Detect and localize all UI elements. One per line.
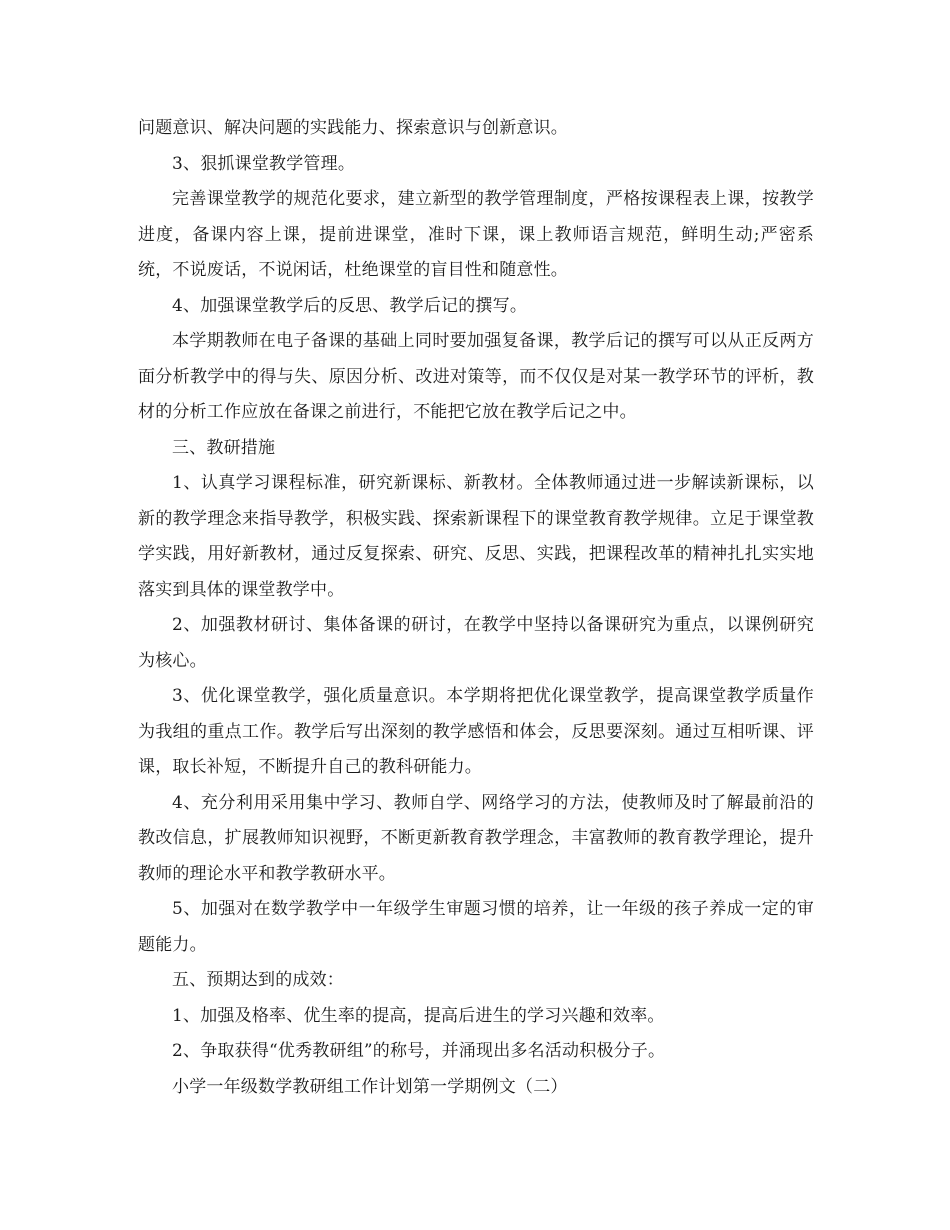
document-body <box>138 111 814 1105</box>
paragraph: 问题意识、解决问题的实践能力、探索意识与创新意识。 <box>138 118 568 138</box>
paragraph: 2、争取获得“优秀教研组”的称号，并涌现出多名活动积极分子。 <box>172 1041 666 1061</box>
paragraph: 1、加强及格率、优生率的提高，提高后进生的学习兴趣和效率。 <box>172 1005 665 1026</box>
section-heading: 3、狠抓课堂教学管理。 <box>172 153 356 174</box>
paragraph: 2、加强教材研讨、集体备课的研讨，在教学中坚持以备课研究为重点，以课例研究为核心。 <box>138 615 814 671</box>
paragraph: 4、充分利用采用集中学习、教师自学、网络学习的方法，使教师及时了解最前沿的教改信息，扩展教师知识视野，不断更新教育教学理念，丰富教师的教育教学理论，提升教师的理论水平和教学教研水平。 <box>138 792 814 884</box>
document-title: 小学一年级数学教研组工作计划第一学期例文（二） <box>172 1076 568 1097</box>
section-heading: 五、预期达到的成效： <box>172 970 344 990</box>
paragraph: 5、加强对在数学教学中一年级学生审题习惯的培养，让一年级的孩子养成一定的审题能力。 <box>138 899 814 955</box>
section-heading: 4、加强课堂教学后的反思、教学后记的撰写。 <box>172 295 528 316</box>
paragraph: 3、优化课堂教学，强化质量意识。本学期将把优化课堂教学，提高课堂教学质量作为我组的重点工作。教学后写出深刻的教学感悟和体会，反思要深刻。通过互相听课、评课，取长补短，不断提升自己的教科研能力。 <box>138 686 814 777</box>
section-heading: 三、教研措施 <box>172 437 276 458</box>
paragraph: 完善课堂教学的规范化要求，建立新型的教学管理制度，严格按课程表上课，按教学进度，备课内容上课，提前进课堂，准时下课，课上教师语言规范，鲜明生动;严密系统，不说废话，不说闲话，杜绝课堂的盲目性和随意性。 <box>138 189 814 280</box>
paragraph: 本学期教师在电子备课的基础上同时要加强复备课，教学后记的撰写可以从正反两方面分析教学中的得与失、原因分析、改进对策等，而不仅仅是对某一教学环节的评析，教材的分析工作应放在备课之前进行，不能把它放在教学后记之中。 <box>138 331 814 422</box>
paragraph: 1、认真学习课程标准，研究新课标、新教材。全体教师通过进一步解读新课标，以新的教学理念来指导教学，积极实践、探索新课程下的课堂教育教学规律。立足于课堂教学实践，用好新教材，通过反复探索、研究、反思、实践，把课程改革的精神扎扎实实地落实到具体的课堂教学中。 <box>138 473 814 600</box>
